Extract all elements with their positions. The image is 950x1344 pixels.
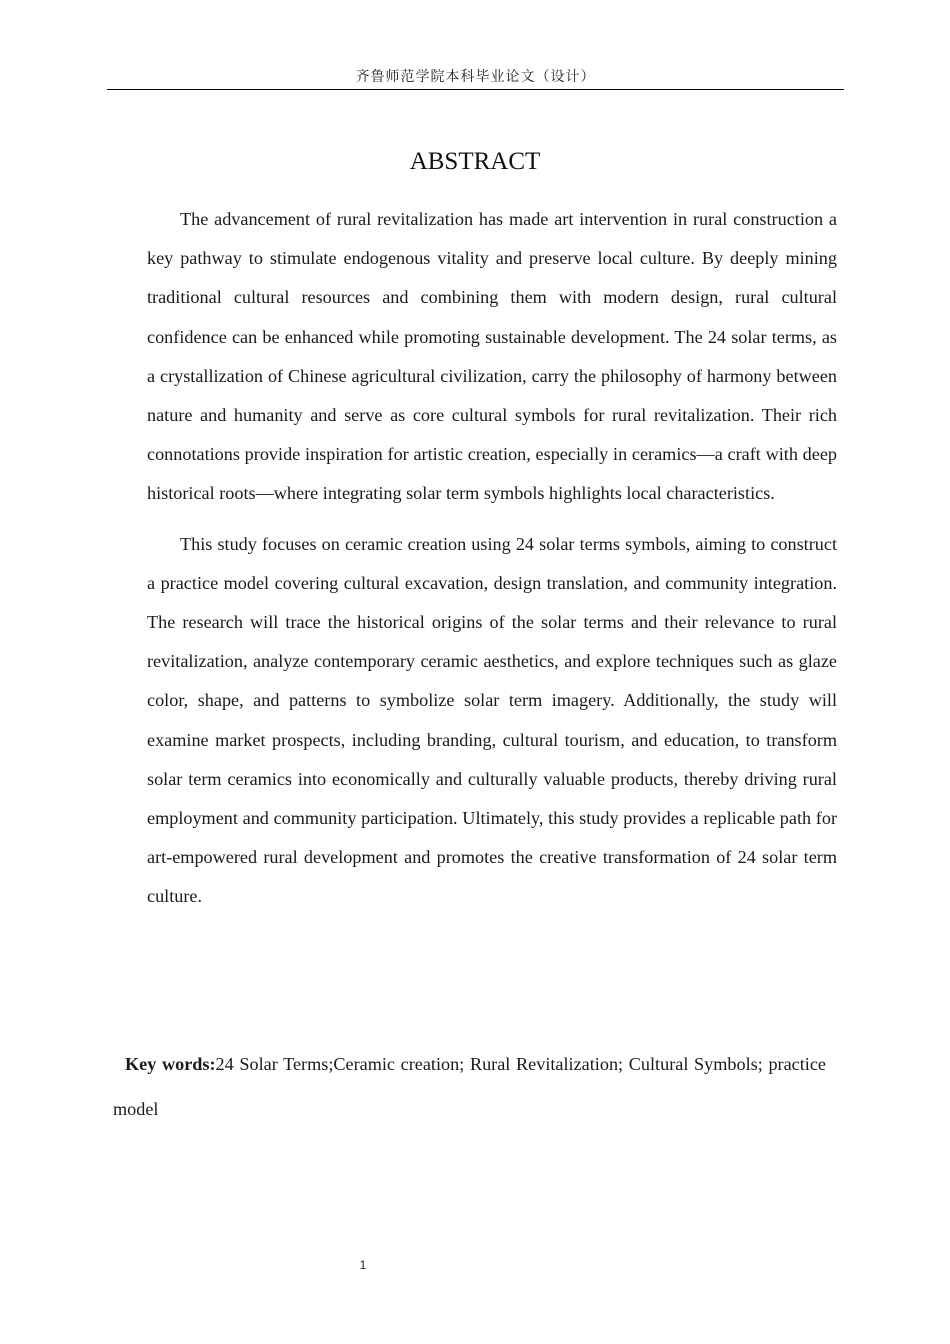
abstract-body <box>147 200 837 917</box>
abstract-paragraph-2: This study focuses on ceramic creation using 24 solar terms symbols, aiming to construct a practice model covering cultural excavation, design translation, and community integration. The research will trace the historical origins of the solar terms and their relevance to rural revitalization, analyze contemporary ceramic aesthetics, and explore techniques such as glaze color, shape, and patterns to symbolize solar term imagery. Additionally, the study will examine market prospects, including branding, cultural tourism, and education, to transform solar term ceramics into economically and culturally valuable products, thereby driving rural employment and community participation. Ultimately, this study provides a replicable path for art-empowered rural development and promotes the creative transformation of 24 solar term culture. <box>147 533 837 907</box>
page-number: 1 <box>359 1258 367 1272</box>
header-divider <box>107 89 844 90</box>
abstract-paragraph-1: The advancement of rural revitalization has made art intervention in rural construction a key pathway to stimulate endogenous vitality and preserve local culture. By deeply mining traditional cultural resources and combining them with modern design, rural cultural confidence can be enhanced while promoting sustainable development. The 24 solar terms, as a crystallization of Chinese agricultural civilization, carry the philosophy of harmony between nature and humanity and serve as core cultural symbols for rural revitalization. Their rich connotations provide inspiration for artistic creation, especially in ceramics—a craft with deep historical roots—where integrating solar term symbols highlights local characteristics. <box>147 209 837 504</box>
keywords-label: Key words: <box>125 1054 216 1074</box>
keywords-value: 24 Solar Terms;Ceramic creation; Rural Revitalization; Cultural Symbols; practice model <box>113 1054 826 1119</box>
abstract-title: ABSTRACT <box>409 148 541 175</box>
page-header: 齐鲁师范学院本科毕业论文（设计） <box>355 69 596 85</box>
keywords-section <box>113 1042 826 1132</box>
